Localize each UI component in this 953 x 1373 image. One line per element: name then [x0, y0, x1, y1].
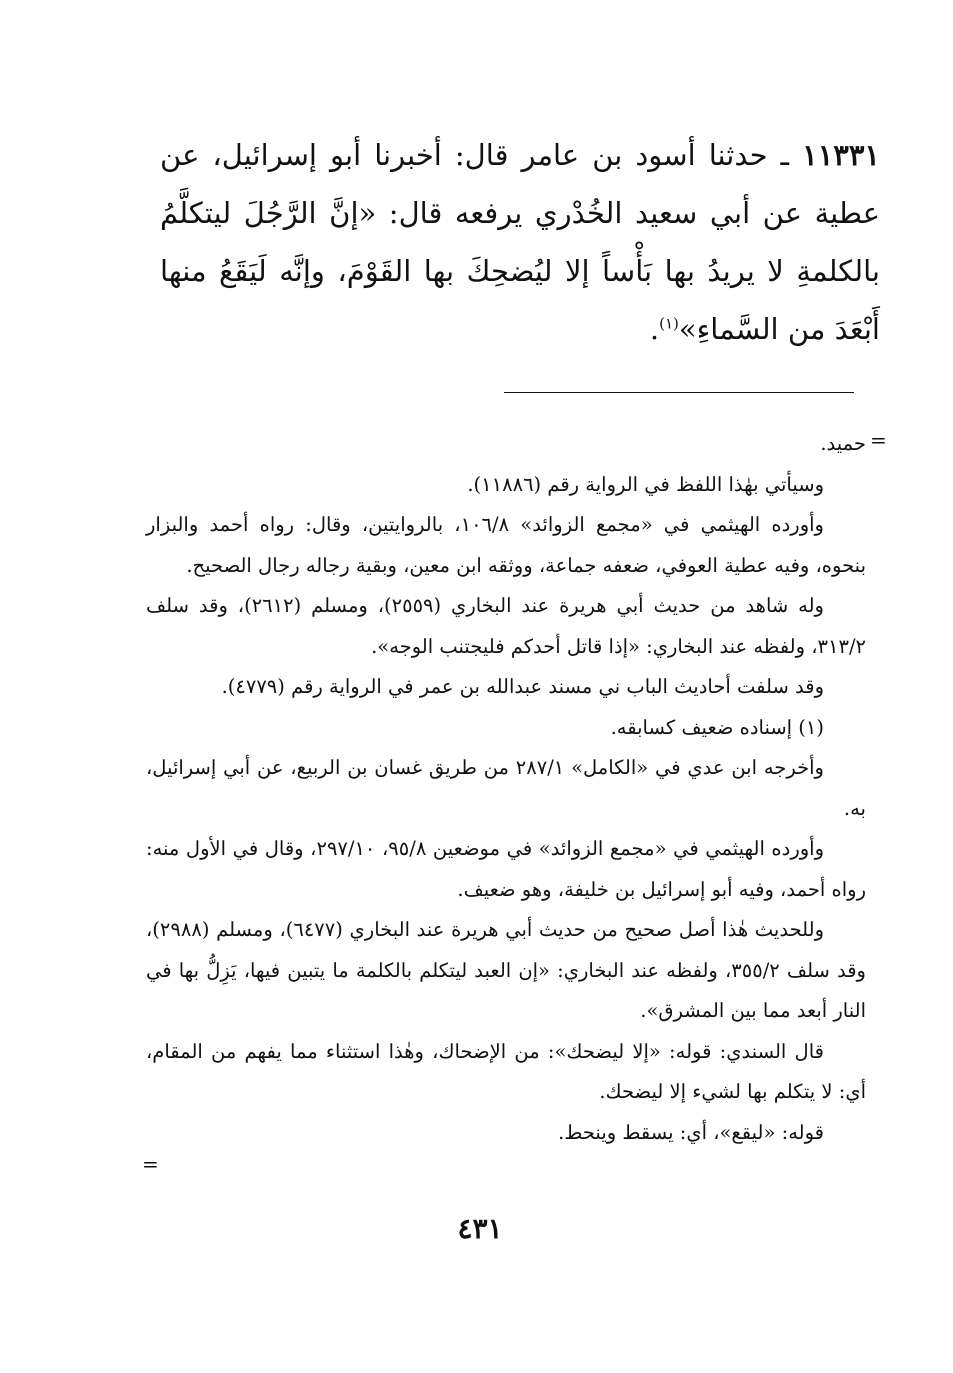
continuation-mark-bottom: =	[142, 1152, 159, 1176]
footnote-line: وأورده الهيثمي في «مجمع الزوائد» ١٠٦/٨، بالروايتين، وقال: رواه أحمد والبزار بنحوه، وفيه عطية العوفي، ضعفه جماعة، ووثقه ابن معين، وبقية رجاله رجال الصحيح.	[146, 513, 866, 577]
hadith-paragraph	[160, 126, 880, 358]
footnote-line: قال السندي: قوله: «إلا ليضحك»: من الإضحاك، وهٰذا استثناء مما يفهم من المقام، أي: لا يتكلم بها لشيء إلا ليضحك.	[146, 1039, 866, 1103]
footnote-line: وأخرجه ابن عدي في «الكامل» ٢٨٧/١ من طريق غسان بن الربيع، عن أبي إسرائيل، به.	[146, 756, 866, 820]
footnote-separator	[504, 392, 854, 393]
hadith-text	[160, 126, 880, 358]
footnote-reference: (١)	[659, 314, 679, 333]
footnote-line: وله شاهد من حديث أبي هريرة عند البخاري (٢٥٥٩)، ومسلم (٢٦١٢)، وقد سلف ٣١٣/٢، ولفظه عند البخاري: «إذا قاتل أحدكم فليجتنب الوجه».	[146, 594, 866, 658]
footnote-line: (١) إسناده ضعيف كسابقه.	[610, 715, 824, 739]
footnote-line: حميد.	[820, 432, 866, 455]
footnote-line: وأورده الهيثمي في «مجمع الزوائد» في موضعين ٩٥/٨، ٢٩٧/١٠، وقال في الأول منه: رواه أحمد، وفيه أبو إسرائيل بن خليفة، وهو ضعيف.	[146, 837, 866, 901]
footnote-line: وسيأتي بهٰذا اللفظ في الرواية رقم (١١٨٨٦).	[467, 472, 824, 496]
hadith-number: ١١٣٣١	[802, 138, 881, 172]
page-number: ٤٣١	[457, 1212, 503, 1245]
footnote-line: وللحديث هٰذا أصل صحيح من حديث أبي هريرة عند البخاري (٦٤٧٧)، ومسلم (٢٩٨٨)، وقد سلف ٣٥٥/٢، ولفظه عند البخاري: «إن العبد ليتكلم بالكلمة ما يتبين فيها، يَزِلُّ بها في النار أبعد مما بين المشرق».	[146, 918, 866, 1022]
footnote-line: قوله: «ليقع»، أي: يسقط وينحط.	[558, 1120, 824, 1144]
footnote-line: وقد سلفت أحاديث الباب ني مسند عبدالله بن عمر في الرواية رقم (٤٧٧٩).	[221, 675, 824, 698]
hadith-body: ـ حدثنا أسود بن عامر قال: أخبرنا أبو إسرائيل، عن عطية عن أبي سعيد الخُدْري يرفعه قال: «إنَّ الرَّجُلَ ليتكلَّمُ بالكلمةِ لا يريدُ بها بَأْساً إلا ليُضحِكَ بها القَوْمَ، وإنَّه لَيَقَعُ منها أَبْعَدَ من السَّماءِ»	[160, 138, 880, 346]
hadith-ending: .	[649, 312, 660, 346]
continuation-mark-top: =	[870, 428, 887, 452]
footnotes	[146, 424, 866, 1153]
